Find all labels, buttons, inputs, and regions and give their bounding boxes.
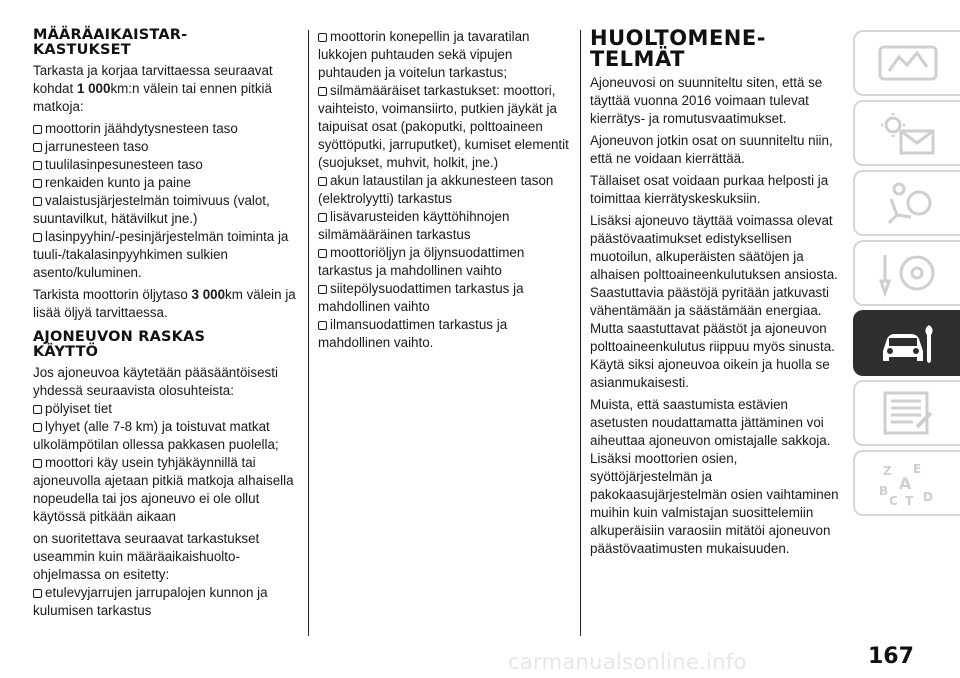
list-item-text: jarrunesteen taso xyxy=(45,139,149,154)
checkbox-square-icon xyxy=(318,177,327,186)
periodic-intro xyxy=(33,62,301,116)
heading-line-2: TELMÄT xyxy=(590,47,685,71)
paragraph: Ajoneuvosi on suunniteltu siten, että se täyttää vuonna 2016 voimaan tulevat kierrätys- ja romutusvaatimukset. xyxy=(590,75,823,126)
paragraph: Ajoneuvon jotkin osat on suunniteltu niin, että ne voidaan kierrättää. xyxy=(590,133,833,166)
list-item xyxy=(318,244,570,280)
list-item xyxy=(318,316,570,352)
tab-index[interactable] xyxy=(853,450,960,516)
list-item-text: lasinpyyhin/-pesinjärjestelmän toiminta ja tuuli-/takalasinpyyhkimen sulkien asento/kuluminen. xyxy=(33,229,289,280)
list-item-text: etulevyjarrujen jarrupalojen kunnon ja kulumisen tarkastus xyxy=(33,585,268,618)
column-middle xyxy=(318,28,570,352)
checkbox-square-icon xyxy=(318,87,327,96)
intro-km: 1 000 xyxy=(76,81,111,96)
page-number: 167 xyxy=(868,644,914,669)
checkbox-square-icon xyxy=(33,143,42,152)
checkbox-square-icon xyxy=(33,423,42,432)
list-item xyxy=(318,28,570,82)
watermark: carmanualsonline.info xyxy=(508,650,747,674)
checkbox-square-icon xyxy=(318,213,327,222)
list-item-text: lyhyet (alle 7-8 km) ja toistuvat matkat ulkolämpötilan ollessa pakkasen puolella; xyxy=(33,419,279,452)
car-dashboard-icon xyxy=(877,41,939,87)
periodic-check-list xyxy=(33,120,301,282)
checkbox-square-icon xyxy=(318,321,327,330)
tab-safety[interactable] xyxy=(853,170,960,236)
checkbox-square-icon xyxy=(33,405,42,414)
intro-text-a: Tarkasta ja korjaa tarvittaessa seuraavat kohdat xyxy=(33,63,273,96)
heavy-then: on suoritettava seuraavat tarkastukset useammin kuin määräaikaishuolto-ohjelmassa on esitetty: xyxy=(33,531,260,582)
index-letter: B xyxy=(879,484,889,498)
list-item-text: moottorin jäähdytysnesteen taso xyxy=(45,121,238,136)
list-item xyxy=(33,156,301,174)
list-item xyxy=(318,208,570,244)
index-letter: A xyxy=(899,474,912,493)
paragraph: Tällaiset osat voidaan purkaa helposti ja toimittaa kierrätyskeskuksiin. xyxy=(590,173,829,206)
index-letter: T xyxy=(905,494,914,507)
heavy-intro: Jos ajoneuvoa käytetään pääsääntöisesti yhdessä seuraavista olosuhteista: xyxy=(33,365,278,398)
car-wrench-icon xyxy=(877,321,943,369)
list-item-text: akun lataustilan ja akkunesteen tason (elektrolyytti) tarkastus xyxy=(318,173,554,206)
tab-dashboard[interactable] xyxy=(853,30,960,96)
list-item-text: siitepölysuodattimen tarkastus ja mahdollinen vaihto xyxy=(318,281,524,314)
steering-key-icon xyxy=(877,251,939,297)
list-item-text: silmämääräiset tarkastukset: moottori, vaihteisto, voimansiirto, putkien jäykät ja taipuisat osat (pakoputki, polttoaineen syöttöputki, jarruputket), kumiset elementit (suojukset, muhvit, holkit, jne.) xyxy=(318,83,569,170)
heading-line-2: KÄYTTÖ xyxy=(33,344,99,360)
list-item-text: renkaiden kunto ja paine xyxy=(45,175,191,190)
checklist-icon xyxy=(877,391,939,437)
index-letter: E xyxy=(913,462,922,476)
list-item-text: pölyiset tiet xyxy=(45,401,112,416)
intro-text-b: km:n välein tai ennen pitkiä matkoja: xyxy=(33,81,272,114)
list-item xyxy=(318,172,570,208)
checkbox-square-icon xyxy=(33,161,42,170)
heading-heavy-use xyxy=(33,330,301,360)
list-item-text: moottoriöljyn ja öljynsuodattimen tarkastus ja mahdollinen vaihto xyxy=(318,245,525,278)
heading-line-1: HUOLTOMENE- xyxy=(590,26,766,50)
oil-check-text xyxy=(33,286,301,322)
checkbox-square-icon xyxy=(33,197,42,206)
checkbox-square-icon xyxy=(33,233,42,242)
list-item-text: lisävarusteiden käyttöhihnojen silmämääräinen tarkastus xyxy=(318,209,510,242)
tab-starting-driving[interactable] xyxy=(853,240,960,306)
list-item xyxy=(33,120,301,138)
list-item-text: moottori käy usein tyhjäkäynnillä tai ajoneuvolla ajetaan pitkiä matkoja alhaisella nopeudella tai jos ajoneuvo ei ole ollut käytössä pitkään aikaan xyxy=(33,455,294,524)
warning-envelope-icon xyxy=(877,111,939,157)
checkbox-square-icon xyxy=(33,589,42,598)
checkbox-square-icon xyxy=(318,249,327,258)
index-letter: D xyxy=(923,490,933,504)
oil-text-b: km välein ja lisää öljyä tarvittaessa. xyxy=(33,287,296,320)
list-item xyxy=(33,138,301,156)
list-item xyxy=(318,82,570,172)
airbag-seat-icon xyxy=(877,181,939,227)
list-item xyxy=(33,228,301,282)
paragraph: Muista, että saastumista estävien asetusten noudattamatta jättäminen voi aiheuttaa ajoneuvon omistajalle sakkoja. Lisäksi moottorien osien, syöttöjärjestelmän ja pakokaasujärjestelmän osien vaihtaminen muihin kuin valmistajan suosittelemiin alkuperäisiin varaosiin mitätöi ajoneuvon päästövaatimusten mukaisuuden. xyxy=(590,397,839,556)
heading-periodic-checks xyxy=(33,28,301,58)
heading-line-1: MÄÄRÄAIKAISTAR- xyxy=(33,27,188,43)
checkbox-square-icon xyxy=(33,125,42,134)
checkbox-square-icon xyxy=(33,459,42,468)
list-item xyxy=(33,174,301,192)
list-item xyxy=(318,280,570,316)
tab-technical-data[interactable] xyxy=(853,380,960,446)
list-item xyxy=(33,584,301,620)
column-right xyxy=(590,28,840,562)
tab-warnings[interactable] xyxy=(853,100,960,166)
index-letter: Z xyxy=(883,464,892,478)
list-item xyxy=(33,454,301,526)
column-divider xyxy=(308,30,309,636)
list-item xyxy=(33,418,301,454)
column-left xyxy=(33,28,301,620)
oil-km: 3 000 xyxy=(191,287,226,302)
alphabet-index-icon xyxy=(877,461,939,507)
checkbox-square-icon xyxy=(33,179,42,188)
list-item-text: moottorin konepellin ja tavaratilan lukkojen puhtauden sekä vipujen puhtauden ja voitelun tarkastus; xyxy=(318,29,530,80)
heading-maintenance-procedures xyxy=(590,28,840,70)
list-item xyxy=(33,400,301,418)
list-item-text: tuulilasinpesunesteen taso xyxy=(45,157,203,172)
tab-maintenance[interactable] xyxy=(853,310,960,376)
list-item xyxy=(33,192,301,228)
index-letter: C xyxy=(889,494,898,507)
heading-line-2: KASTUKSET xyxy=(33,42,131,58)
chapter-tabs xyxy=(853,30,960,520)
column-divider xyxy=(580,30,581,636)
heavy-condition-list xyxy=(33,400,301,526)
list-item-text: valaistusjärjestelmän toimivuus (valot, suuntavilkut, hätävilkut jne.) xyxy=(33,193,270,226)
list-item-text: ilmansuodattimen tarkastus ja mahdollinen vaihto. xyxy=(318,317,508,350)
checkbox-square-icon xyxy=(318,33,327,42)
oil-text-a: Tarkista moottorin öljytaso xyxy=(33,287,192,302)
checkbox-square-icon xyxy=(318,285,327,294)
paragraph: Lisäksi ajoneuvo täyttää voimassa olevat päästövaatimukset edistyksellisen muotoilun, alkuperäisten säätöjen ja alhaisen polttoaineenkulutuksen ansiosta. Saastuttavia päästöjä pyritään jatkuvasti vähentämään ja säästämään energiaa. Mutta saastuttavat päästöt ja ajoneuvon polttoaineenkulutus riippuu myös sinusta. Käytä siksi ajoneuvoa oikein ja huolla se asianmukaisesti. xyxy=(590,213,838,390)
heading-line-1: AJONEUVON RASKAS xyxy=(33,329,206,345)
